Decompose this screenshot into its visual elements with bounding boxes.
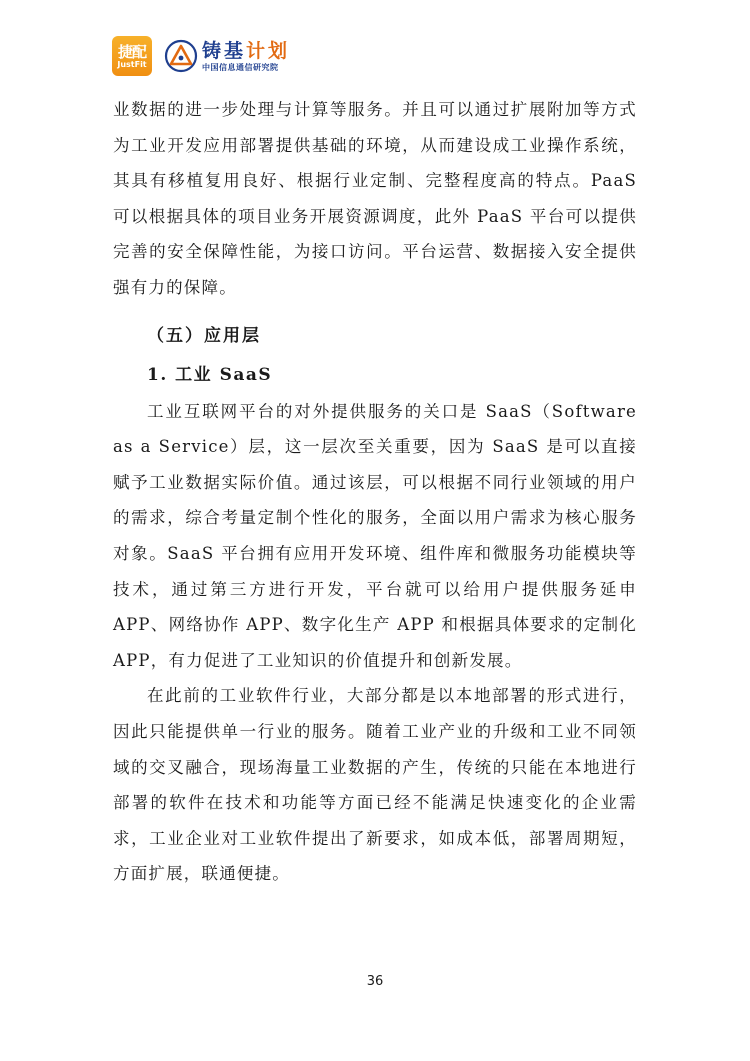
zhuji-logo-title — [202, 40, 290, 62]
zhuji-logo — [164, 39, 290, 73]
sub-heading: 1. 工业 SaaS — [147, 364, 273, 385]
justfit-logo — [112, 36, 152, 76]
page-number: 36 — [366, 974, 384, 989]
paragraph-intro: 业数据的进一步处理与计算等服务。并且可以通过扩展附加等方式为工业开发应用部署提供基础的环境，从而建设成工业操作系统，其具有移植复用良好、根据行业定制、完整程度高的特点。PaaS 可以根据具体的项目业务开展资源调度，此外 PaaS 平台可以提供完善的安全保障性能，为接口访问。平台运营、数据接入安全提供强有力的保障。 — [113, 100, 637, 297]
document-body — [113, 92, 637, 892]
zhuji-triangle-icon — [164, 39, 198, 73]
justfit-logo-en: JustFit — [117, 59, 147, 69]
zhuji-logo-title-part1: 铸基 — [202, 39, 247, 62]
paragraph-saas-1: 工业互联网平台的对外提供服务的关口是 SaaS（Software as a Service）层，这一层次至关重要，因为 SaaS 是可以直接赋予工业数据实际价值。通过该层，可以根据不同行业领域的用户的需求，综合考量定制个性化的服务，全面以用户需求为核心服务对象。SaaS 平台拥有应用开发环境、组件库和微服务功能模块等技术，通过第三方进行开发，平台就可以给用户提供服务延申 APP、网络协作 APP、数字化生产 APP 和根据具体要求的定制化 APP，有力促进了工业知识的价值提升和创新发展。 — [113, 401, 637, 670]
justfit-logo-cn: 捷配 — [117, 42, 146, 61]
page-header — [112, 36, 290, 76]
zhuji-logo-subtitle: 中国信息通信研究院 — [202, 62, 279, 72]
paragraph-saas-2: 在此前的工业软件行业，大部分都是以本地部署的形式进行，因此只能提供单一行业的服务。随着工业产业的升级和工业不同领域的交叉融合，现场海量工业数据的产生，传统的只能在本地进行部署的软件在技术和功能等方面已经不能满足快速变化的企业需求，工业企业对工业软件提出了新要求，如成本低，部署周期短，方面扩展，联通便捷。 — [113, 686, 637, 884]
section-heading: （五）应用层 — [147, 325, 261, 346]
zhuji-logo-title-part2: 计划 — [246, 39, 291, 62]
